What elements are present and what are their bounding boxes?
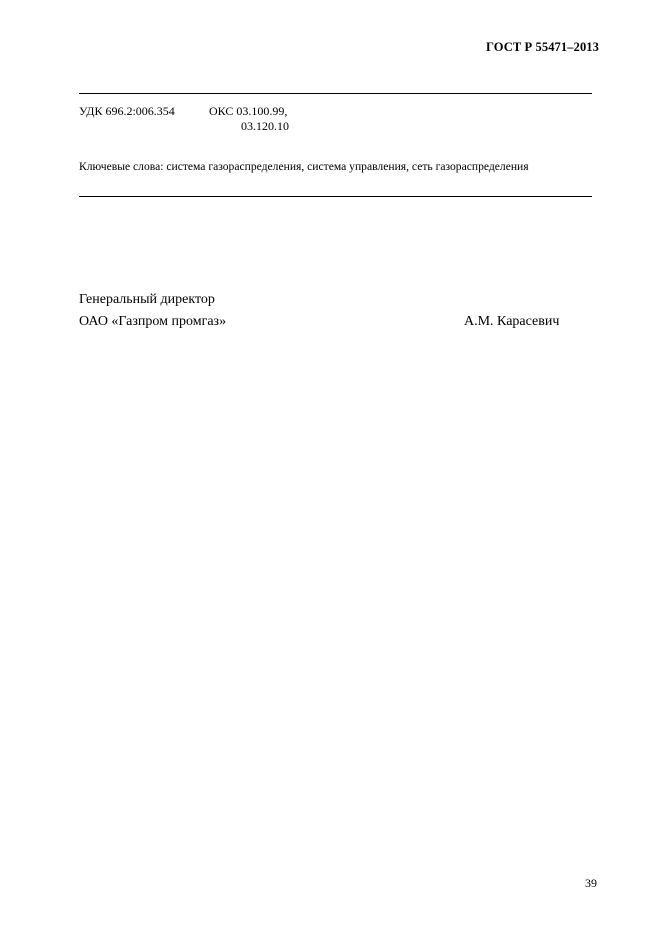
page-number: 39 — [585, 876, 597, 890]
top-divider — [79, 93, 592, 94]
document-code: ГОСТ Р 55471–2013 — [486, 40, 599, 54]
oks-code-line2: 03.120.10 — [241, 119, 289, 133]
oks-code-line1: ОКС 03.100.99, — [209, 104, 288, 118]
keywords-line: Ключевые слова: система газораспределения, система управления, сеть газораспределения — [79, 160, 529, 173]
signature-block — [79, 289, 579, 333]
udk-code: УДК 696.2:006.354 — [79, 104, 175, 118]
signer-position-title: Генеральный директор — [79, 292, 215, 307]
signature-row-2 — [79, 311, 579, 333]
bottom-divider — [79, 196, 592, 197]
signer-name: А.М. Карасевич — [464, 314, 560, 329]
signer-organization: ОАО «Газпром промгаз» — [79, 314, 227, 329]
signature-row-1 — [79, 289, 579, 311]
oks-codes — [209, 104, 289, 134]
